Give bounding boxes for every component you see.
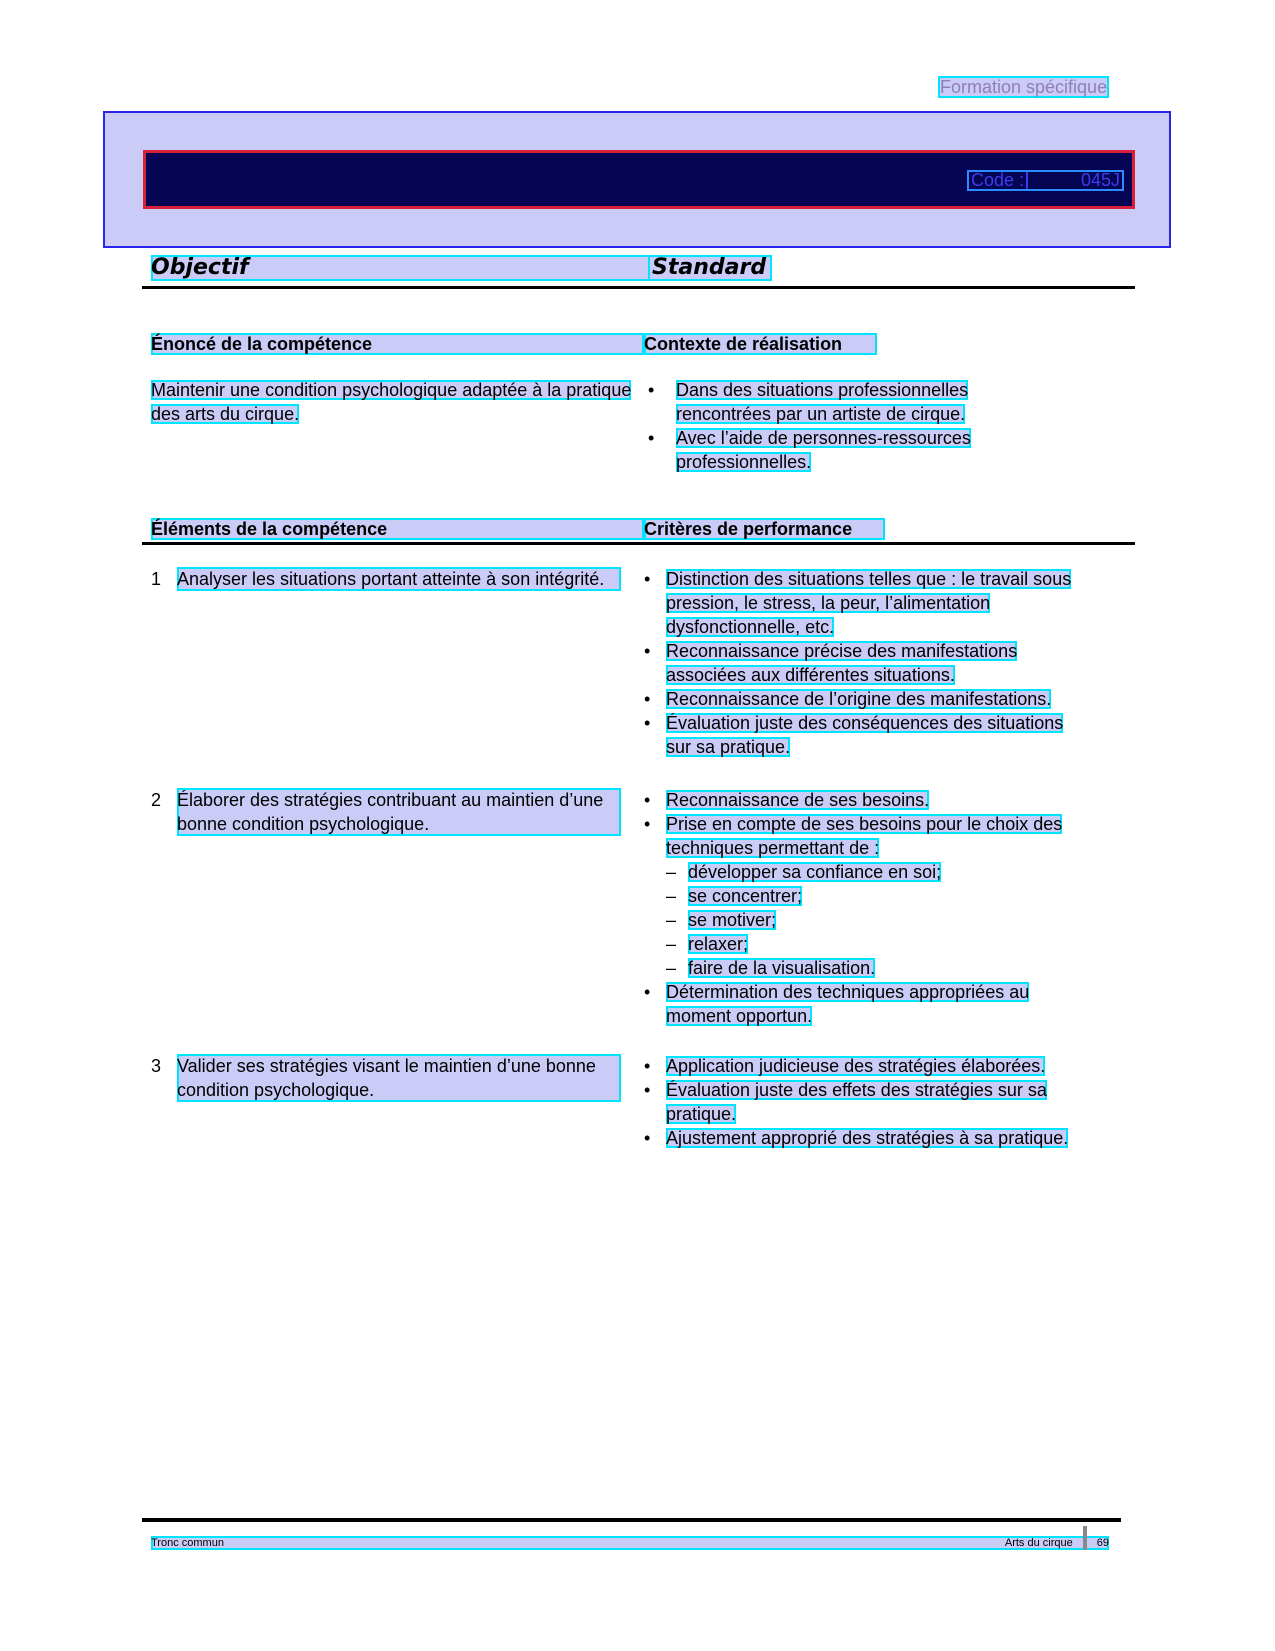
criteria-list-1	[640, 567, 1090, 759]
page-footer	[151, 1536, 1109, 1550]
element-text: Analyser les situations portant atteinte à son intégrité.	[177, 567, 621, 591]
element-text: Élaborer des stratégies contribuant au maintien d’une bonne condition psychologique.	[177, 788, 621, 836]
code-value: 045J	[1080, 170, 1120, 190]
competence-text	[151, 378, 641, 426]
criteria-list-3	[640, 1054, 1090, 1150]
sub-item: – faire de la visualisation.	[666, 958, 876, 978]
context-label: Contexte de réalisation	[644, 333, 877, 355]
sub-item: – développer sa confiance en soi;	[666, 862, 942, 882]
context-item: • Avec l’aide de personnes-ressources professionnelles.	[648, 428, 971, 472]
page-number: 69	[1096, 1537, 1109, 1549]
footer-right-group	[1005, 1536, 1109, 1550]
elements-label: Éléments de la compétence	[151, 518, 644, 540]
criterion: • Ajustement approprié des stratégies à sa pratique.	[644, 1128, 1069, 1148]
elements-rule	[142, 542, 1135, 545]
competence-statement: Maintenir une condition psychologique adaptée à la pratique des arts du cirque.	[151, 380, 632, 424]
footer-rule	[142, 1518, 1121, 1522]
sub-item: – se motiver;	[666, 910, 777, 930]
criterion: • Évaluation juste des conséquences des situations sur sa pratique.	[644, 713, 1064, 757]
competency-code	[967, 170, 1124, 191]
code-label: Code :	[971, 170, 1025, 190]
context-list	[644, 378, 1024, 474]
sub-item: – relaxer;	[666, 934, 749, 954]
element-number: 1	[151, 569, 162, 589]
element-1	[151, 567, 621, 591]
criteria-list-2	[640, 788, 1090, 1028]
criterion: • Distinction des situations telles que : le travail sous pression, le stress, la peur, l’alimentation dysfonctionnelle, etc.	[644, 569, 1072, 637]
standard-heading	[648, 255, 772, 281]
criterion: • Reconnaissance de ses besoins.	[644, 790, 930, 810]
criterion: • Prise en compte de ses besoins pour le choix des techniques permettant de : – développer sa confiance en soi; – se concentrer; – se motiver; – relaxer; – faire de la visualisation.	[640, 812, 1090, 980]
criterion: • Détermination des techniques appropriées au moment opportun.	[644, 982, 1030, 1026]
standard-title: Standard	[652, 255, 767, 280]
code-separator	[1026, 172, 1028, 189]
footer-left: Tronc commun	[151, 1537, 224, 1549]
criteria-label: Critères de performance	[644, 518, 885, 540]
program-label: Formation spécifique	[940, 77, 1108, 97]
sub-item: – se concentrer;	[666, 886, 803, 906]
element-number: 2	[151, 790, 162, 810]
element-number: 3	[151, 1056, 162, 1076]
criterion: • Application judicieuse des stratégies élaborées.	[644, 1056, 1046, 1076]
footer-right: Arts du cirque	[1004, 1537, 1073, 1549]
criterion: • Évaluation juste des effets des stratégies sur sa pratique.	[644, 1080, 1047, 1124]
element-3	[151, 1054, 621, 1102]
element-2	[151, 788, 621, 836]
competence-label: Énoncé de la compétence	[151, 333, 644, 355]
footer-separator	[1083, 1526, 1087, 1550]
criterion: • Reconnaissance de l’origine des manifestations.	[644, 689, 1052, 709]
context-item: • Dans des situations professionnelles rencontrées par un artiste de cirque.	[648, 380, 969, 424]
heading-rule	[142, 286, 1135, 289]
element-text: Valider ses stratégies visant le maintien d’une bonne condition psychologique.	[177, 1054, 621, 1102]
criterion: • Reconnaissance précise des manifestations associées aux différentes situations.	[644, 641, 1018, 685]
objective-title: Objectif	[151, 255, 249, 280]
